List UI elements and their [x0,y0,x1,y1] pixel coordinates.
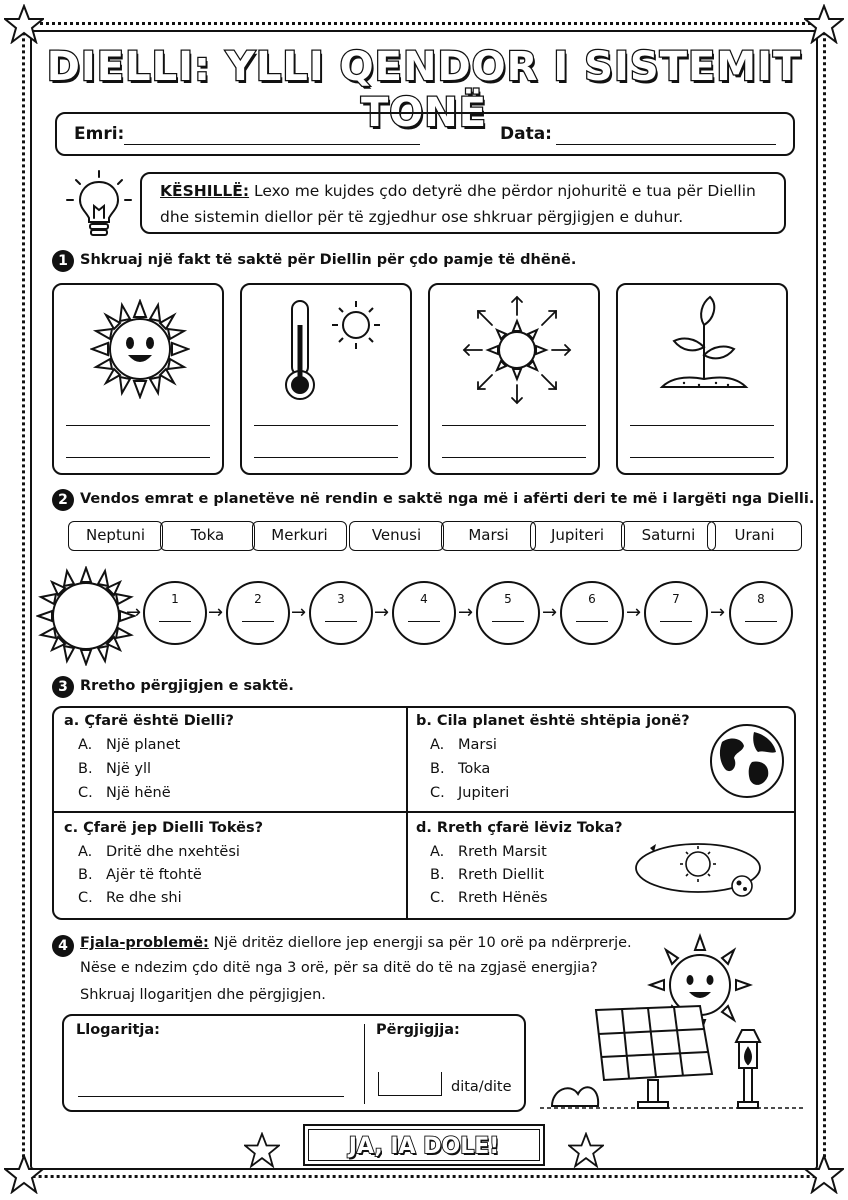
sun-rays-icon [460,293,574,407]
fact-line[interactable] [442,457,586,458]
seedling-icon [654,295,754,395]
planet-slot-7[interactable]: 7 [644,581,708,645]
answer-option[interactable]: A. Marsi [430,737,497,753]
question-2-text: Vendos emrat e planetëve në rendin e saktë nga më i afërti deri te më i largëti nga Dielli. [80,491,815,507]
sun-icon [36,566,136,666]
tip-text: Lexo me kujdes çdo detyrë dhe përdor njohuritë e tua për Diellin dhe sistemin diellor për të zgjedhur ose shkruar përgjigjen e duhur. [160,182,756,226]
star-icon [4,4,44,44]
fact-line[interactable] [66,425,210,426]
word-bank-item[interactable]: Neptuni [68,521,163,551]
planet-slot-8[interactable]: 8 [729,581,793,645]
page-title: DIELLI: YLLI QENDOR I SISTEMIT TONË [46,44,802,136]
answer-option[interactable]: B. Toka [430,761,491,777]
answer-option[interactable]: B. Rreth Diellit [430,867,545,883]
word-bank-item[interactable]: Venusi [349,521,444,551]
answer-label: Përgjigjja: [376,1022,460,1038]
fact-line[interactable] [254,425,398,426]
answer-input-box[interactable] [378,1072,442,1096]
fact-card-plant [616,283,788,475]
planet-slot-2[interactable]: 2 [226,581,290,645]
planet-slot-1[interactable]: 1 [143,581,207,645]
arrow-right-icon: → [542,602,558,623]
footer-banner [303,1124,545,1166]
fact-line[interactable] [254,457,398,458]
planet-slot-3[interactable]: 3 [309,581,373,645]
answer-option[interactable]: A. Dritë dhe nxehtësi [78,844,240,860]
name-date-box [55,112,795,156]
question-number-3: 3 [52,676,74,698]
word-bank-item[interactable]: Marsi [441,521,536,551]
star-icon [804,1154,844,1194]
arrow-right-icon: → [710,602,726,623]
arrow-right-icon: → [458,602,474,623]
arrow-right-icon: → [626,602,642,623]
answer-option[interactable]: A. Rreth Marsit [430,844,547,860]
question-4-line-3: Shkruaj llogaritjen dhe përgjigjen. [80,987,326,1003]
planet-slot-6[interactable]: 6 [560,581,624,645]
lightbulb-icon [64,168,134,242]
arrow-right-icon: → [374,602,390,623]
answer-option[interactable]: C. Jupiteri [430,785,510,801]
thermometer-sun-icon [276,295,386,405]
date-field[interactable] [556,144,776,145]
name-label: Emri: [74,124,125,144]
tip-label: KËSHILLË: [160,182,250,200]
word-problem-text: Një dritëz diellore jep energji sa për 10 orë pa ndërprerje. [208,935,632,951]
solar-panel-scene-icon [540,930,804,1120]
name-field[interactable] [124,144,420,145]
question-number-1: 1 [52,250,74,272]
answer-option[interactable]: C. Rreth Hënës [430,890,548,906]
fact-card-light [428,283,600,475]
arrow-right-icon: → [291,602,307,623]
answer-unit: dita/dite [451,1079,512,1095]
answer-option[interactable]: C. Re dhe shi [78,890,182,906]
star-icon [244,1132,280,1168]
answer-option[interactable]: B. Një yll [78,761,152,777]
arrow-right-icon: → [126,602,142,623]
question-3b: b. Cila planet është shtëpia jonë? [416,713,690,729]
earth-orbit-icon [632,834,766,904]
word-bank-item[interactable]: Toka [160,521,255,551]
footer-text: JA, IA DOLE! [308,1129,540,1161]
question-4-line-2: Nëse e ndezim çdo ditë nga 3 orë, për sa ditë do të na zgjasë energjia? [80,960,598,976]
question-3-text: Rretho përgjigjen e saktë. [80,678,294,694]
smiling-sun-icon [90,299,190,399]
fact-card-heat [240,283,412,475]
word-bank-item[interactable]: Merkuri [252,521,347,551]
fact-line[interactable] [630,457,774,458]
word-bank-item[interactable]: Saturni [621,521,716,551]
fact-line[interactable] [630,425,774,426]
question-number-4: 4 [52,935,74,957]
word-bank-item[interactable]: Jupiteri [530,521,625,551]
star-icon [568,1132,604,1168]
fact-line[interactable] [66,457,210,458]
calculation-line[interactable] [78,1096,344,1097]
answer-option[interactable]: A. Një planet [78,737,181,753]
tip-box [140,172,786,234]
date-label: Data: [500,124,552,144]
word-bank-item[interactable]: Urani [707,521,802,551]
arrow-right-icon: → [208,602,224,623]
question-3c: c. Çfarë jep Dielli Tokës? [64,820,264,836]
earth-icon [708,722,786,800]
calculation-label: Llogaritja: [76,1022,160,1038]
question-3d: d. Rreth çfarë lëviz Toka? [416,820,623,836]
star-icon [4,1154,44,1194]
question-3a: a. Çfarë është Dielli? [64,713,234,729]
question-1-text: Shkruaj një fakt të saktë për Diellin për çdo pamje të dhënë. [80,252,577,268]
answer-option[interactable]: C. Një hënë [78,785,171,801]
fact-card-sun [52,283,224,475]
planet-slot-4[interactable]: 4 [392,581,456,645]
fact-line[interactable] [442,425,586,426]
planet-slot-5[interactable]: 5 [476,581,540,645]
word-problem-label: Fjala-problemë: [80,935,209,951]
star-icon [804,4,844,44]
question-number-2: 2 [52,489,74,511]
answer-option[interactable]: B. Ajër të ftohtë [78,867,202,883]
